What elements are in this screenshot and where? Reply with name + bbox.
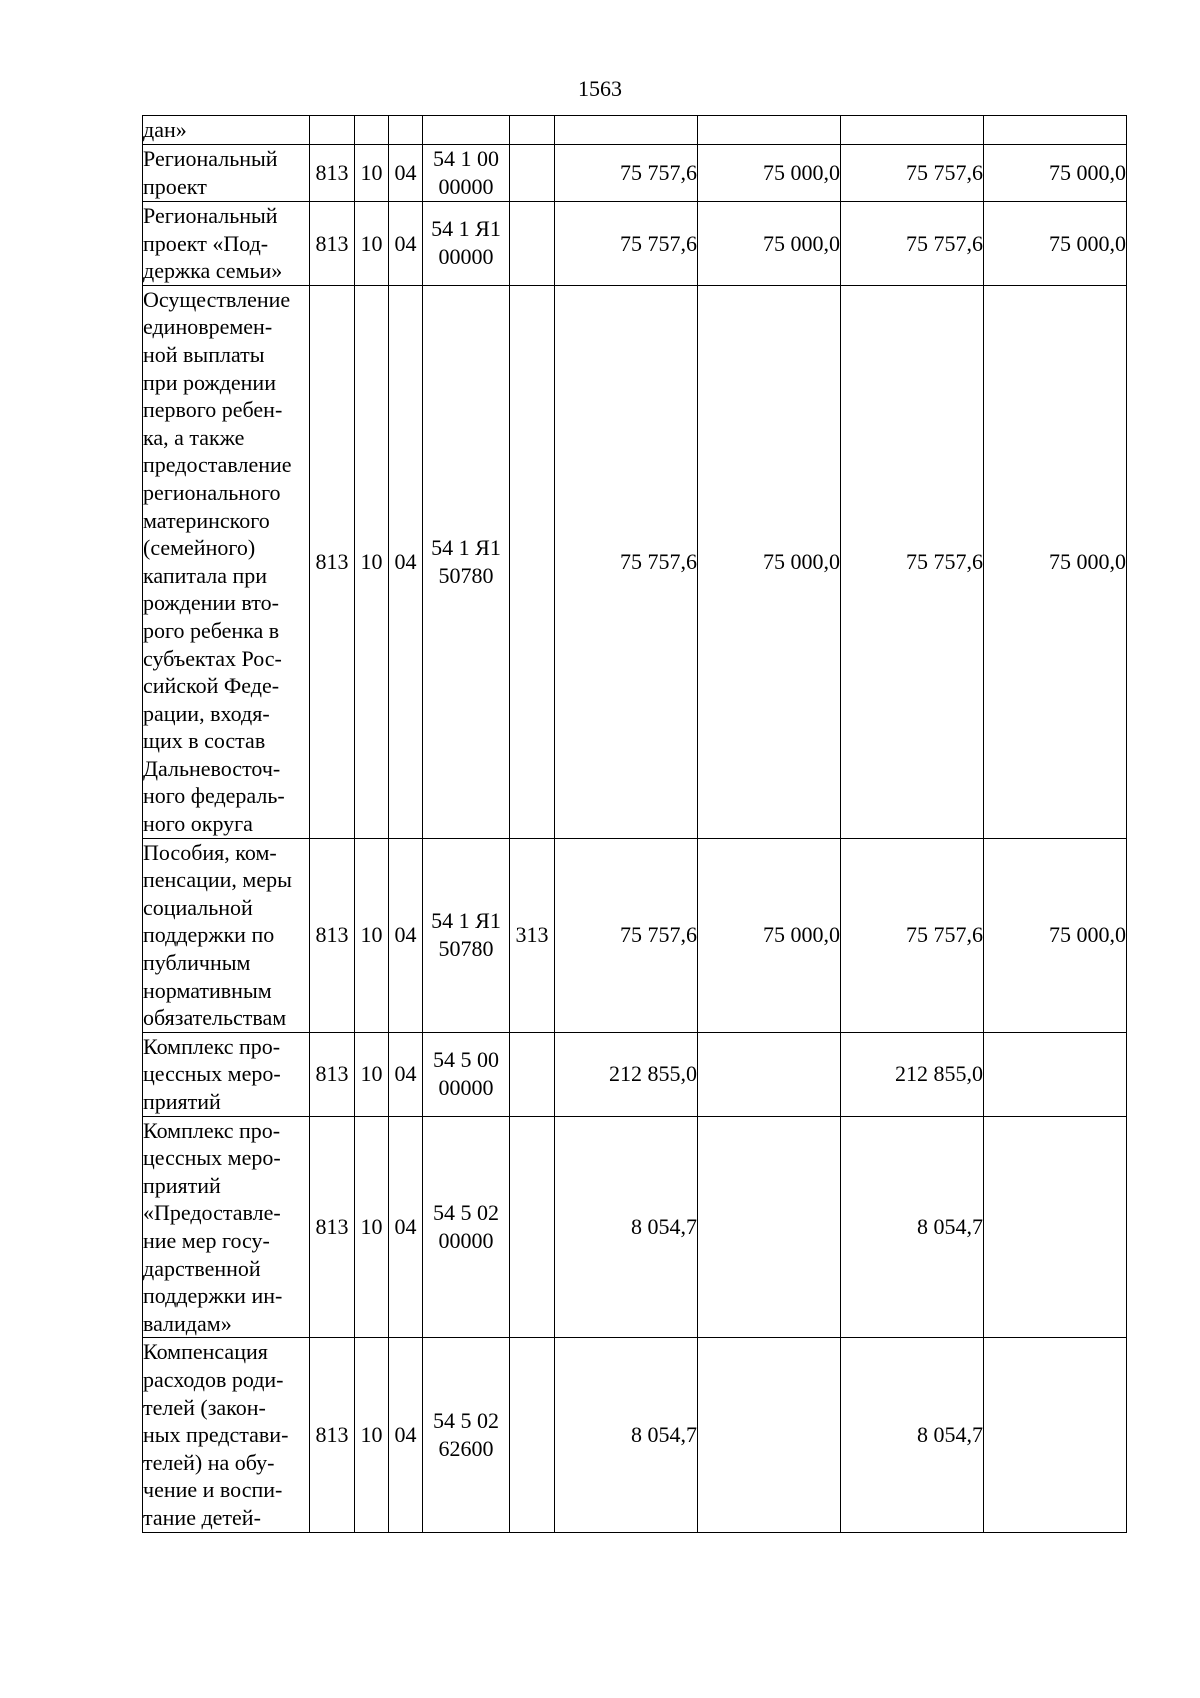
target-article-line: 62600	[438, 1435, 494, 1461]
amount-cell-3: 8 054,7	[841, 1116, 984, 1338]
amount-cell-1	[555, 116, 698, 145]
subsection-code-cell: 04	[389, 838, 423, 1032]
amount-cell-4: 75 000,0	[984, 202, 1127, 286]
amount-cell-3: 212 855,0	[841, 1032, 984, 1116]
row-name-line: предоставление	[143, 452, 292, 478]
admin-code-cell: 813	[310, 1116, 355, 1338]
target-article-line: 54 5 00	[433, 1047, 499, 1073]
amount-cell-1: 75 757,6	[555, 285, 698, 838]
row-name-cell	[143, 1032, 310, 1116]
row-name-line: социальной	[143, 894, 253, 920]
target-article-line: 00000	[438, 244, 494, 270]
admin-code-cell: 813	[310, 1338, 355, 1532]
page-number: 1563	[578, 76, 622, 101]
table-row	[143, 1116, 1127, 1338]
subsection-code-cell	[389, 116, 423, 145]
amount-cell-2: 75 000,0	[698, 202, 841, 286]
table-row	[143, 202, 1127, 286]
amount-cell-1: 75 757,6	[555, 838, 698, 1032]
row-name-line: Комплекс про-	[143, 1033, 281, 1059]
table-row	[143, 116, 1127, 145]
row-name-line: Дальневосточ-	[143, 755, 281, 781]
target-article-line: 00000	[438, 1075, 494, 1101]
row-name-line: Компенсация	[143, 1339, 268, 1365]
row-name-line: ного округа	[143, 811, 253, 837]
target-article-line: 54 1 00	[433, 146, 499, 171]
amount-cell-1: 8 054,7	[555, 1116, 698, 1338]
section-code-cell: 10	[355, 1032, 389, 1116]
amount-cell-2	[698, 1338, 841, 1532]
row-name-line: «Предоставле-	[143, 1200, 281, 1226]
section-code-cell: 10	[355, 1116, 389, 1338]
expense-type-cell	[510, 1116, 555, 1338]
target-article-cell	[423, 838, 510, 1032]
amount-cell-1: 8 054,7	[555, 1338, 698, 1532]
section-code-cell	[355, 116, 389, 145]
row-name-line: материнского	[143, 507, 270, 533]
row-name-line: Осуществление	[143, 286, 291, 312]
row-name-line: Комплекс про-	[143, 1117, 281, 1143]
row-name-line: дан»	[143, 117, 187, 143]
admin-code-cell: 813	[310, 838, 355, 1032]
amount-cell-2	[698, 1116, 841, 1338]
subsection-code-cell: 04	[389, 1032, 423, 1116]
row-name-line: при рождении	[143, 369, 276, 395]
amount-cell-4	[984, 1338, 1127, 1532]
row-name-line: чение и воспи-	[143, 1477, 283, 1503]
subsection-code-cell: 04	[389, 145, 423, 202]
row-name-line: телей) на обу-	[143, 1449, 275, 1475]
admin-code-cell: 813	[310, 285, 355, 838]
amount-cell-3	[841, 116, 984, 145]
row-name-line: ного федераль-	[143, 783, 285, 809]
amount-cell-1: 75 757,6	[555, 145, 698, 202]
row-name-line: цессных меро-	[143, 1061, 281, 1087]
row-name-cell	[143, 285, 310, 838]
row-name-line: ние мер госу-	[143, 1227, 270, 1253]
target-article-line: 54 1 Я1	[431, 534, 501, 560]
table-row	[143, 1338, 1127, 1532]
subsection-code-cell: 04	[389, 202, 423, 286]
row-name-line: первого ребен-	[143, 397, 283, 423]
target-article-line: 50780	[438, 936, 494, 962]
row-name-line: Региональный	[143, 146, 278, 172]
subsection-code-cell: 04	[389, 285, 423, 838]
amount-cell-1: 75 757,6	[555, 202, 698, 286]
target-article-cell	[423, 145, 510, 202]
row-name-line: ной выплаты	[143, 341, 265, 367]
expense-type-cell	[510, 202, 555, 286]
row-name-line: сийской Феде-	[143, 673, 280, 699]
row-name-line: рого ребенка в	[143, 617, 280, 643]
row-name-line: публичным	[143, 950, 251, 976]
row-name-line: валидам»	[143, 1310, 232, 1336]
row-name-line: щих в состав	[143, 728, 266, 754]
admin-code-cell: 813	[310, 1032, 355, 1116]
target-article-line: 54 1 Я1	[431, 216, 501, 242]
target-article-line: 00000	[438, 174, 494, 199]
amount-cell-4: 75 000,0	[984, 838, 1127, 1032]
row-name-line: поддержки по	[143, 922, 275, 948]
row-name-line: приятий	[143, 1089, 221, 1114]
target-article-cell	[423, 1116, 510, 1338]
target-article-line: 54 5 02	[433, 1199, 499, 1225]
target-article-cell	[423, 202, 510, 286]
amount-cell-2	[698, 1032, 841, 1116]
row-name-line: поддержки ин-	[143, 1283, 283, 1309]
section-code-cell: 10	[355, 145, 389, 202]
amount-cell-1: 212 855,0	[555, 1032, 698, 1116]
subsection-code-cell: 04	[389, 1338, 423, 1532]
amount-cell-2	[698, 116, 841, 145]
amount-cell-4: 75 000,0	[984, 145, 1127, 202]
table-row	[143, 285, 1127, 838]
row-name-cell	[143, 1338, 310, 1532]
amount-cell-3: 75 757,6	[841, 285, 984, 838]
target-article-cell	[423, 285, 510, 838]
section-code-cell: 10	[355, 1338, 389, 1532]
target-article-line: 54 5 02	[433, 1407, 499, 1433]
amount-cell-2: 75 000,0	[698, 838, 841, 1032]
row-name-line: цессных меро-	[143, 1145, 281, 1171]
row-name-line: рождении вто-	[143, 590, 279, 616]
row-name-cell	[143, 116, 310, 145]
amount-cell-3: 75 757,6	[841, 145, 984, 202]
budget-table-body	[143, 116, 1127, 1533]
row-name-line: капитала при	[143, 562, 268, 588]
target-article-line: 00000	[438, 1227, 494, 1253]
row-name-line: рации, входя-	[143, 700, 270, 726]
row-name-line: ка, а также	[143, 424, 245, 450]
row-name-cell	[143, 1116, 310, 1338]
row-name-line: держка семьи»	[143, 258, 283, 284]
row-name-line: нормативным	[143, 977, 272, 1003]
amount-cell-3: 75 757,6	[841, 202, 984, 286]
target-article-line: 50780	[438, 562, 494, 588]
admin-code-cell	[310, 116, 355, 145]
row-name-line: телей (закон-	[143, 1394, 266, 1420]
expense-type-cell: 313	[510, 838, 555, 1032]
amount-cell-4: 75 000,0	[984, 285, 1127, 838]
target-article-cell	[423, 1338, 510, 1532]
row-name-line: (семейного)	[143, 535, 256, 561]
amount-cell-2: 75 000,0	[698, 285, 841, 838]
row-name-line: регионального	[143, 479, 281, 505]
row-name-line: приятий	[143, 1172, 221, 1198]
amount-cell-3: 8 054,7	[841, 1338, 984, 1532]
section-code-cell: 10	[355, 838, 389, 1032]
table-row	[143, 145, 1127, 202]
admin-code-cell: 813	[310, 145, 355, 202]
target-article-cell	[423, 1032, 510, 1116]
row-name-line: ных представи-	[143, 1422, 289, 1448]
table-row	[143, 1032, 1127, 1116]
section-code-cell: 10	[355, 202, 389, 286]
row-name-cell	[143, 202, 310, 286]
admin-code-cell: 813	[310, 202, 355, 286]
amount-cell-3: 75 757,6	[841, 838, 984, 1032]
expense-type-cell	[510, 145, 555, 202]
row-name-line: единовремен-	[143, 314, 273, 340]
expense-type-cell	[510, 285, 555, 838]
target-article-line: 54 1 Я1	[431, 908, 501, 934]
row-name-cell	[143, 145, 310, 202]
row-name-line: субъектах Рос-	[143, 645, 282, 671]
table-row	[143, 838, 1127, 1032]
target-article-cell	[423, 116, 510, 145]
row-name-line: пенсации, меры	[143, 867, 292, 893]
budget-table	[142, 115, 1127, 1533]
row-name-line: расходов роди-	[143, 1366, 284, 1392]
expense-type-cell	[510, 1032, 555, 1116]
row-name-line: Региональный	[143, 203, 278, 228]
row-name-line: проект «Под-	[143, 230, 269, 256]
subsection-code-cell: 04	[389, 1116, 423, 1338]
section-code-cell: 10	[355, 285, 389, 838]
row-name-line: дарственной	[143, 1255, 261, 1281]
amount-cell-2: 75 000,0	[698, 145, 841, 202]
row-name-line: Пособия, ком-	[143, 839, 277, 865]
amount-cell-4	[984, 116, 1127, 145]
expense-type-cell	[510, 1338, 555, 1532]
expense-type-cell	[510, 116, 555, 145]
amount-cell-4	[984, 1032, 1127, 1116]
row-name-line: проект	[143, 174, 207, 199]
amount-cell-4	[984, 1116, 1127, 1338]
row-name-line: тание детей-	[143, 1504, 261, 1530]
row-name-cell	[143, 838, 310, 1032]
row-name-line: обязательствам	[143, 1005, 287, 1031]
